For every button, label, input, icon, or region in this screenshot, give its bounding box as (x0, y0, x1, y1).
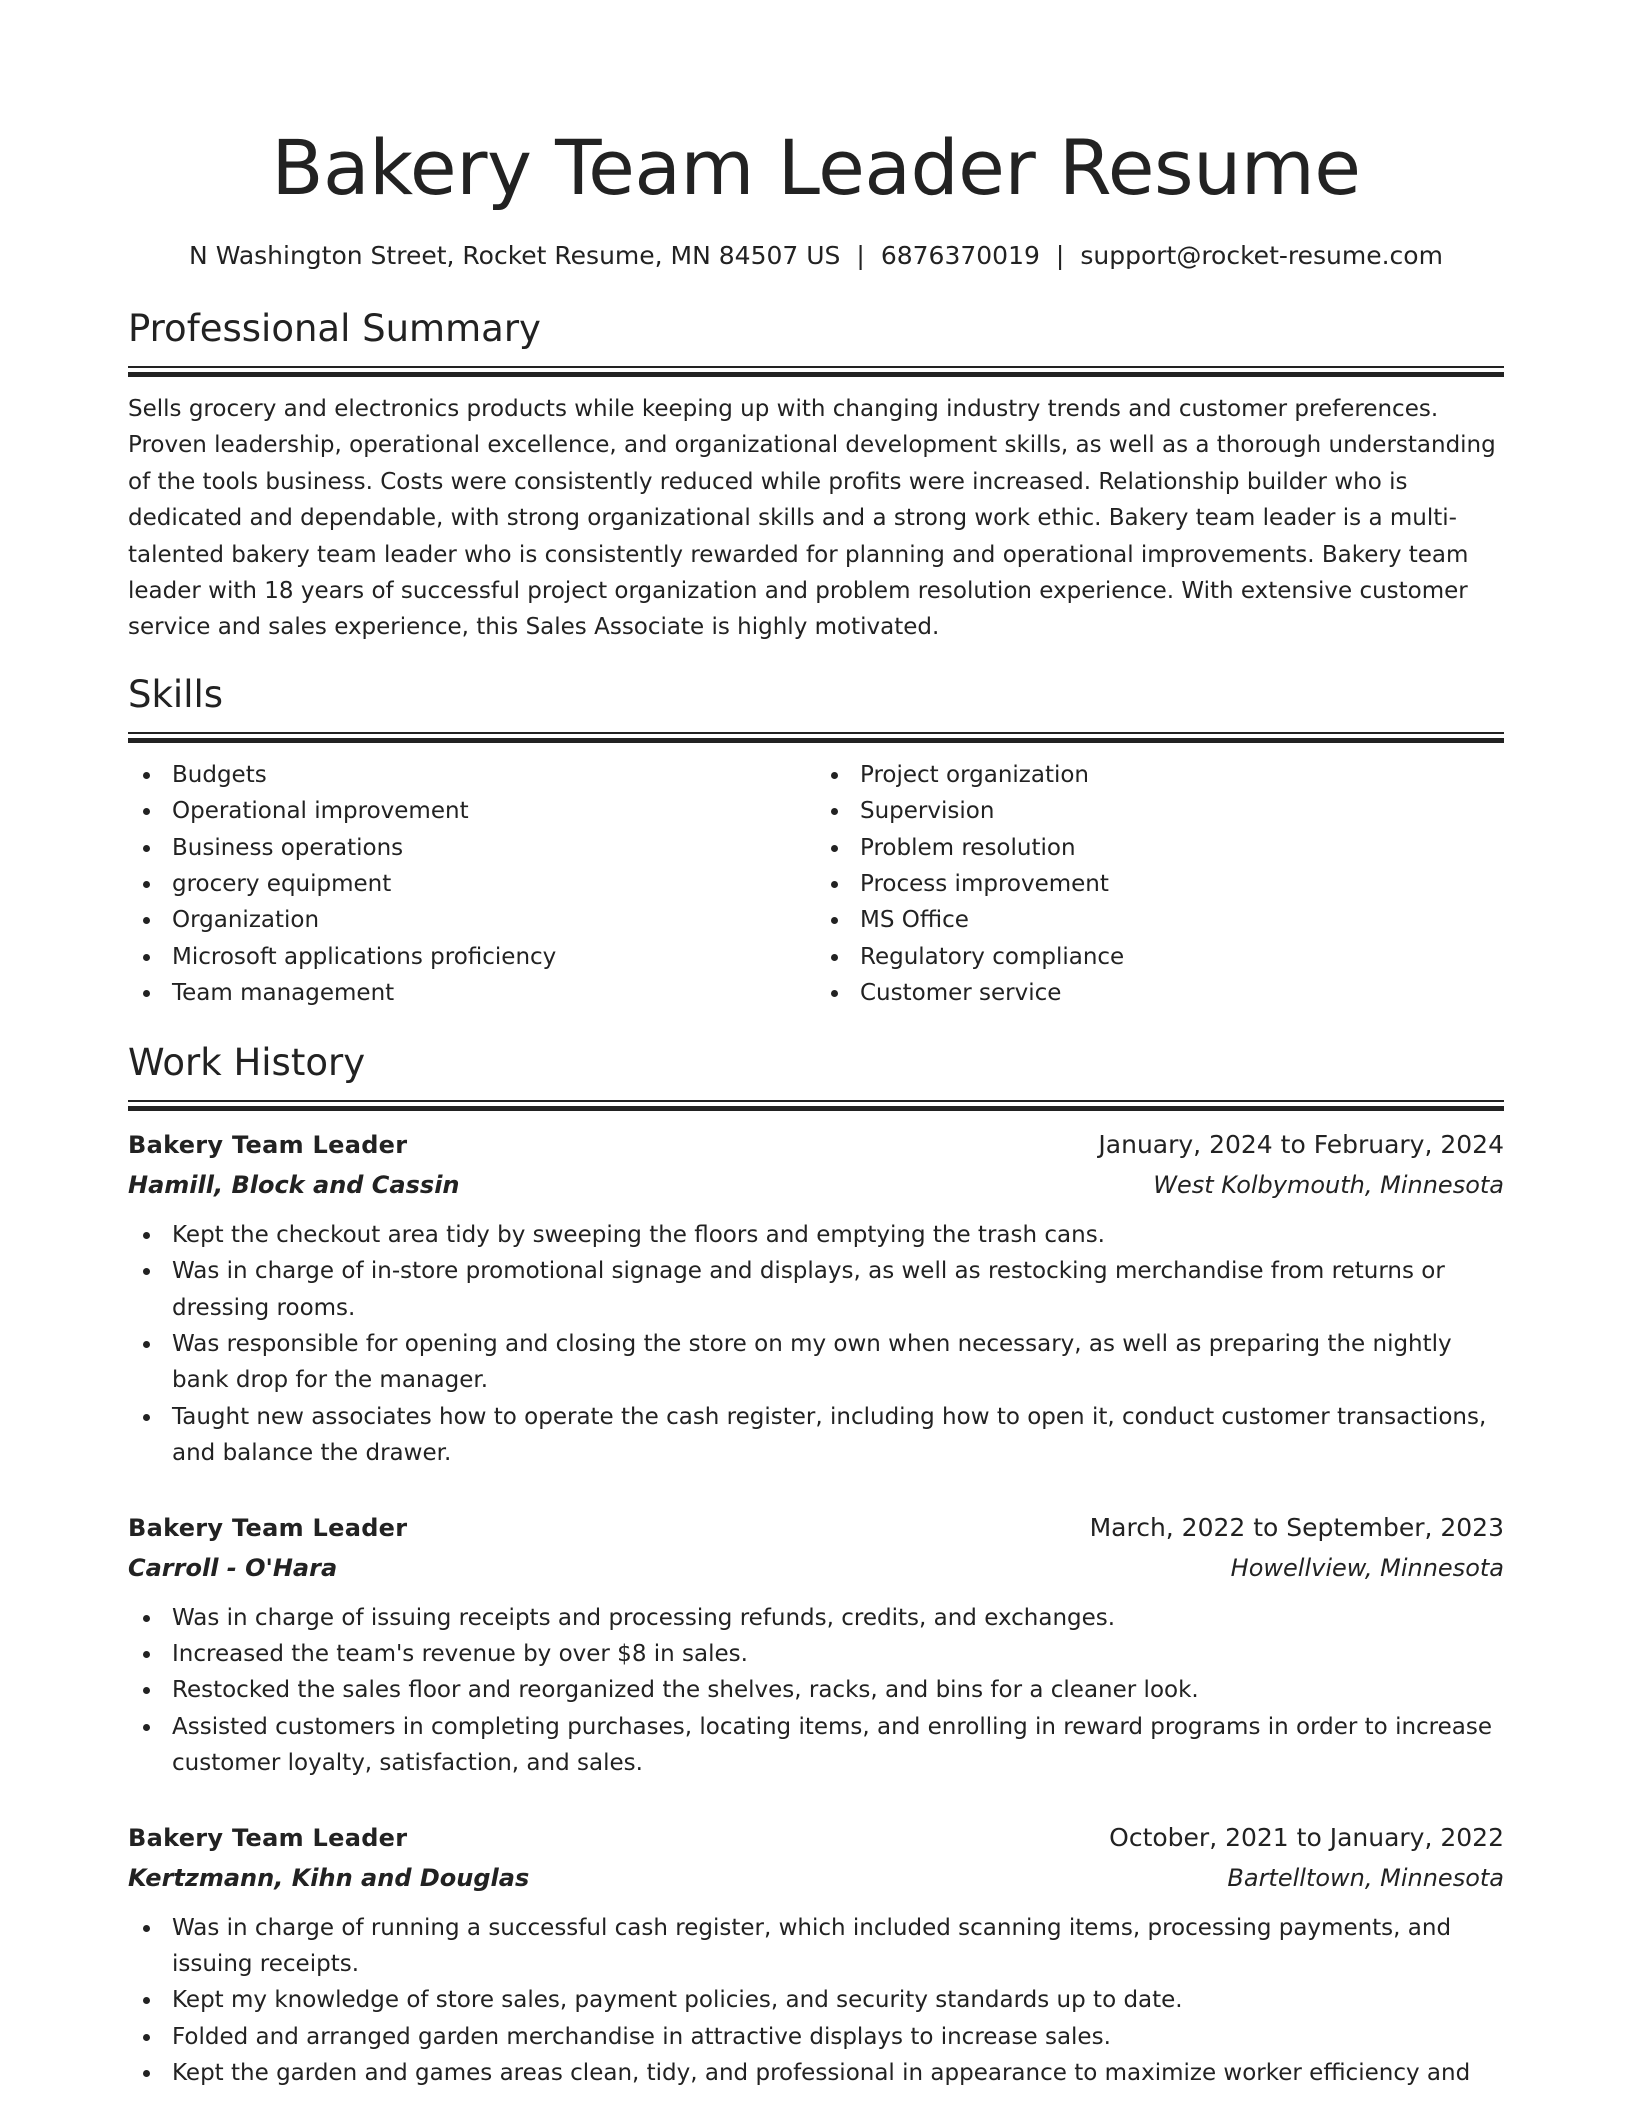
job-entry (128, 1508, 1504, 1782)
job-title: Bakery Team Leader (128, 1130, 408, 1159)
job-bullet: Was in charge of issuing receipts and processing refunds, credits, and exchanges. (128, 1600, 1504, 1636)
job-company-row (128, 1165, 1504, 1205)
skill-item: MS Office (816, 902, 1504, 938)
section-divider (128, 732, 1504, 743)
skill-item: Budgets (128, 757, 816, 793)
job-bullet: Taught new associates how to operate the cash register, including how to open it, conduct customer transactions, and balance the drawer. (128, 1399, 1504, 1472)
job-bullet: Kept the checkout area tidy by sweeping the floors and emptying the trash cans. (128, 1217, 1504, 1253)
section-divider (128, 1100, 1504, 1111)
contact-phone: 6876370019 (880, 241, 1040, 270)
job-location: Bartelltown, Minnesota (1227, 1863, 1504, 1892)
work-history-heading: Work History (128, 1040, 366, 1084)
job-bullet: Kept the garden and games areas clean, tidy, and professional in appearance to maximize worker efficiency and (128, 2055, 1504, 2091)
job-dates: January, 2024 to February, 2024 (1098, 1129, 1504, 1159)
job-entry (128, 1818, 1504, 2092)
summary-text: Sells grocery and electronics products while keeping up with changing industry trends and customer preferences. Proven leadership, operational excellence, and organizational development skills, as well as a thorough understanding of the tools business. Costs were consistently reduced while profits were increased. Relationship builder who is dedicated and dependable, with strong organizational skills and a strong work ethic. Bakery team leader is a multi-talented bakery team leader who is consistently rewarded for planning and operational improvements. Bakery team leader with 18 years of successful project organization and problem resolution experience. With extensive customer service and sales experience, this Sales Associate is highly motivated. (128, 396, 1496, 641)
skills-list-left (128, 757, 816, 1012)
skill-item: Problem resolution (816, 830, 1504, 866)
job-bullet: Was responsible for opening and closing the store on my own when necessary, as well as preparing the nightly bank drop for the manager. (128, 1326, 1504, 1399)
work-history-section (128, 1038, 1504, 2092)
skills-heading: Skills (128, 672, 224, 716)
skill-item: Organization (128, 902, 816, 938)
contact-email: support@rocket-resume.com (1080, 241, 1443, 270)
job-title: Bakery Team Leader (128, 1513, 408, 1542)
job-bullets (128, 1910, 1504, 2092)
job-dates: October, 2021 to January, 2022 (1109, 1822, 1504, 1852)
job-entry (128, 1125, 1504, 1472)
job-header-row (128, 1125, 1504, 1165)
job-company: Carroll - O'Hara (128, 1553, 338, 1582)
job-bullet: Restocked the sales floor and reorganized the shelves, racks, and bins for a cleaner look. (128, 1672, 1504, 1708)
skills-columns (128, 757, 1504, 1012)
skill-item: Operational improvement (128, 793, 816, 829)
job-bullet: Increased the team's revenue by over $8 in sales. (128, 1636, 1504, 1672)
skill-item: Business operations (128, 830, 816, 866)
contact-separator: | (856, 241, 865, 270)
job-bullet: Assisted customers in completing purchases, locating items, and enrolling in reward programs in order to increase customer loyalty, satisfaction, and sales. (128, 1709, 1504, 1782)
skills-list-right (816, 757, 1504, 1012)
job-title: Bakery Team Leader (128, 1823, 408, 1852)
job-bullets (128, 1600, 1504, 1782)
job-header-row (128, 1508, 1504, 1548)
job-bullet: Was in charge of in-store promotional signage and displays, as well as restocking merchandise from returns or dressing rooms. (128, 1253, 1504, 1326)
contact-line (128, 238, 1504, 274)
section-divider (128, 366, 1504, 377)
contact-address: N Washington Street, Rocket Resume, MN 84507 US (189, 241, 841, 270)
summary-section (128, 304, 1504, 646)
job-bullet: Folded and arranged garden merchandise in attractive displays to increase sales. (128, 2019, 1504, 2055)
job-company: Hamill, Block and Cassin (128, 1170, 460, 1199)
skills-section (128, 670, 1504, 1012)
job-bullet: Kept my knowledge of store sales, payment policies, and security standards up to date. (128, 1982, 1504, 2018)
job-company: Kertzmann, Kihn and Douglas (128, 1863, 530, 1892)
job-location: West Kolbymouth, Minnesota (1153, 1170, 1504, 1199)
resume-title: Bakery Team Leader Resume (271, 123, 1361, 212)
job-location: Howellview, Minnesota (1230, 1553, 1504, 1582)
contact-separator: | (1055, 241, 1065, 270)
skill-item: grocery equipment (128, 866, 816, 902)
skill-item: Project organization (816, 757, 1504, 793)
skill-item: Microsoft applications proficiency (128, 939, 816, 975)
job-bullets (128, 1217, 1504, 1472)
job-bullet: Was in charge of running a successful cash register, which included scanning items, processing payments, and issuing receipts. (128, 1910, 1504, 1983)
skill-item: Customer service (816, 975, 1504, 1011)
job-header-row (128, 1818, 1504, 1858)
job-dates: March, 2022 to September, 2023 (1089, 1512, 1504, 1542)
job-company-row (128, 1858, 1504, 1898)
skill-item: Process improvement (816, 866, 1504, 902)
job-company-row (128, 1548, 1504, 1588)
skill-item: Team management (128, 975, 816, 1011)
skill-item: Regulatory compliance (816, 939, 1504, 975)
skill-item: Supervision (816, 793, 1504, 829)
summary-heading: Professional Summary (128, 307, 541, 350)
